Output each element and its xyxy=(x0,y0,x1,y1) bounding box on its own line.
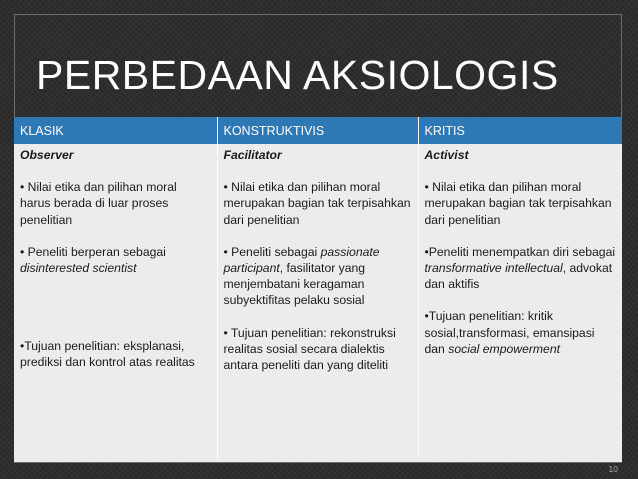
slide-title: PERBEDAAN AKSIOLOGIS xyxy=(36,52,559,98)
konstruktivis-role-text-rest: , fasilitator yang menjembatani keragaman subyektifitas pelaku sosial xyxy=(223,261,366,308)
page-number: 10 xyxy=(608,464,618,474)
table-body-row xyxy=(14,144,622,458)
klasik-researcher-role xyxy=(20,244,211,276)
kritis-role-text-rest: , advokat dan aktifis xyxy=(424,261,613,292)
kritis-goal-text: •Tujuan penelitian: kritik sosial,transformasi, emansipasi dan xyxy=(424,309,595,356)
comparison-table-container xyxy=(14,117,622,462)
konstruktivis-ethics-point: • Nilai etika dan pilihan moral merupakan bagian tak terpisahkan dari penelitian xyxy=(223,180,411,227)
klasik-role-text: • Peneliti berperan sebagai xyxy=(20,244,166,259)
klasik-ethics-point: • Nilai etika dan pilihan moral harus berada di luar proses penelitian xyxy=(20,180,177,227)
kritis-goal-emphasis: social empowerment xyxy=(448,341,560,356)
role-konstruktivis: Facilitator xyxy=(223,148,282,162)
kritis-role-emphasis: transformative intellectual xyxy=(424,261,563,276)
klasik-role-emphasis: disinterested scientist xyxy=(20,261,137,276)
header-konstruktivis: KONSTRUKTIVIS xyxy=(217,117,418,144)
comparison-table xyxy=(14,117,622,458)
kritis-role-text: •Peneliti menempatkan diri sebagai xyxy=(424,244,616,259)
kritis-research-goal xyxy=(425,308,617,357)
role-kritis: Activist xyxy=(424,148,469,162)
cell-kritis xyxy=(418,144,622,458)
konstruktivis-research-goal: • Tujuan penelitian: rekonstruksi realitas sosial secara dialektis antara peneliti dan yang diteliti xyxy=(223,325,396,373)
role-klasik: Observer xyxy=(20,148,74,162)
cell-konstruktivis xyxy=(217,144,418,458)
kritis-ethics-point: • Nilai etika dan pilihan moral merupakan bagian tak terpisahkan dari penelitian xyxy=(424,180,612,227)
table-header-row xyxy=(14,117,622,144)
header-kritis: KRITIS xyxy=(418,117,622,144)
kritis-researcher-role xyxy=(425,244,617,293)
konstruktivis-role-text: • Peneliti sebagai xyxy=(223,244,321,259)
header-klasik: KLASIK xyxy=(14,117,217,144)
klasik-research-goal: •Tujuan penelitian: eksplanasi, prediksi dan kontrol atas realitas xyxy=(20,339,195,370)
konstruktivis-role-emphasis: passionate participant xyxy=(223,244,380,276)
cell-klasik xyxy=(14,144,217,458)
konstruktivis-researcher-role xyxy=(224,244,412,309)
